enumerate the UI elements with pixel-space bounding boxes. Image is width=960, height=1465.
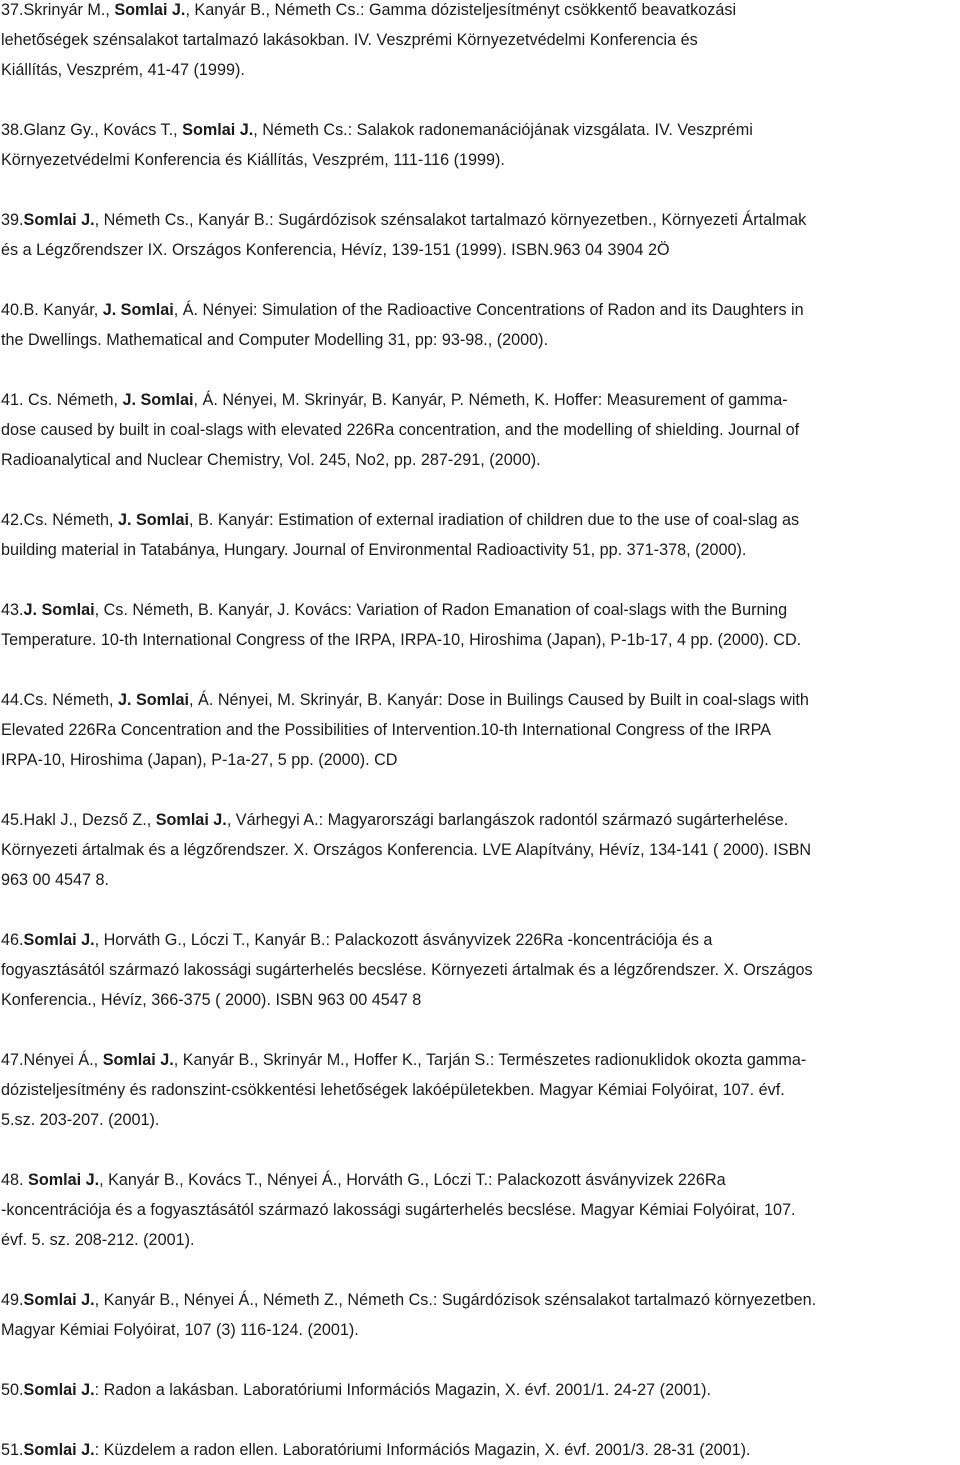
reference-line [1,865,959,895]
reference-text: , Á. Nényei: Simulation of the Radioactive Concentrations of Radon and its Daughters in [173,301,804,319]
author-highlight: J. Somlai [122,391,194,409]
reference-text: 41. Cs. Németh, [1,391,123,409]
reference-entry [1,595,959,655]
reference-entry [1,295,959,355]
reference-text: Környezeti ártalmak és a légzőrendszer. X. Országos Konferencia. LVE Alapítvány, Hévíz, 134-141 ( 2000). ISBN [1,841,812,859]
reference-line [1,1375,959,1405]
reference-text: , Németh Cs., Kanyár B.: Sugárdózisok szénsalakot tartalmazó környezetben., Környezeti Ártalmak [94,211,807,229]
reference-line [1,745,959,775]
author-highlight: Somlai J. [23,1441,95,1459]
reference-text: 48. [1,1171,29,1189]
reference-line [1,955,959,985]
reference-text: 49. [1,1291,24,1309]
reference-line [1,925,959,955]
reference-text: 40.B. Kanyár, [1,301,103,319]
reference-line [1,1075,959,1105]
reference-line [1,985,959,1015]
reference-text: Elevated 226Ra Concentration and the Possibilities of Intervention.10-th International Congress of the IRPA [1,721,771,739]
reference-text: évf. 5. sz. 208-212. (2001). [1,1231,195,1249]
reference-text: 51. [1,1441,24,1459]
reference-line [1,505,959,535]
reference-line [1,205,959,235]
reference-line [1,415,959,445]
reference-line [1,145,959,175]
reference-line [1,625,959,655]
author-highlight: Somlai J. [155,811,227,829]
reference-text: Konferencia., Hévíz, 366-375 ( 2000). ISBN 963 00 4547 8 [1,991,422,1009]
reference-text: , Horváth G., Lóczi T., Kanyár B.: Palackozott ásványvizek 226Ra -koncentrációja és a [94,931,713,949]
reference-line [1,685,959,715]
reference-line [1,385,959,415]
author-highlight: J. Somlai [102,301,174,319]
reference-line [1,1195,959,1225]
reference-line [1,325,959,355]
author-highlight: Somlai J. [23,931,95,949]
author-highlight: Somlai J. [182,121,254,139]
reference-text: Magyar Kémiai Folyóirat, 107 (3) 116-124. (2001). [1,1321,359,1339]
reference-text: 38.Glanz Gy., Kovács T., [1,121,183,139]
reference-line [1,1045,959,1075]
reference-entry [1,1045,959,1135]
reference-text: lehetőségek szénsalakot tartalmazó lakásokban. IV. Veszprémi Környezetvédelmi Konferencia és [1,31,698,49]
reference-line [1,535,959,565]
reference-entry [1,1435,959,1465]
reference-entry [1,1375,959,1405]
author-highlight: Somlai J. [23,1381,95,1399]
reference-line [1,25,959,55]
reference-text: : Radon a lakásban. Laboratóriumi Információs Magazin, X. évf. 2001/1. 24-27 (2001). [94,1381,711,1399]
author-highlight: Somlai J. [23,211,95,229]
reference-line [1,1225,959,1255]
reference-line [1,1435,959,1465]
reference-entry [1,1165,959,1255]
reference-line [1,0,959,25]
author-highlight: Somlai J. [23,1291,95,1309]
reference-line [1,235,959,265]
reference-text: 43. [1,601,24,619]
reference-text: 45.Hakl J., Dezső Z., [1,811,156,829]
reference-entry [1,1285,959,1345]
reference-line [1,445,959,475]
reference-text: 39. [1,211,24,229]
reference-text: Temperature. 10-th International Congress of the IRPA, IRPA-10, Hiroshima (Japan), P-1b-17, 4 pp. (2000). CD. [1,631,802,649]
reference-line [1,595,959,625]
author-highlight: Somlai J. [102,1051,174,1069]
reference-text: dózisteljesítmény és radonszint-csökkentési lehetőségek lakóépületekben. Magyar Kémiai Folyóirat, 107. évf. [1,1081,785,1099]
reference-text: , B. Kanyár: Estimation of external iradiation of children due to the use of coal-slag as [189,511,800,529]
reference-entry [1,505,959,565]
reference-entry [1,925,959,1015]
author-highlight: J. Somlai [23,601,95,619]
reference-text: , Kanyár B., Nényei Á., Németh Z., Németh Cs.: Sugárdózisok szénsalakot tartalmazó környezetben. [94,1291,817,1309]
reference-text: IRPA-10, Hiroshima (Japan), P-1a-27, 5 pp. (2000). CD [1,751,398,769]
reference-text: , Kanyár B., Németh Cs.: Gamma dózisteljesítményt csökkentő beavatkozási [185,1,737,19]
reference-text: fogyasztásától származó lakossági sugárterhelés becslése. Környezeti ártalmak és a légzőrendszer. X. Országos [1,961,813,979]
reference-text: 963 00 4547 8. [1,871,110,889]
reference-text: , Kanyár B., Kovács T., Nényei Á., Horváth G., Lóczi T.: Palackozott ásványvizek 226Ra [99,1171,726,1189]
reference-text: the Dwellings. Mathematical and Computer Modelling 31, pp: 93-98., (2000). [1,331,549,349]
author-highlight: J. Somlai [117,691,190,709]
reference-text: 47.Nényei Á., [1,1051,103,1069]
reference-text: , Á. Nényei, M. Skrinyár, B. Kanyár: Dose in Builings Caused by Built in coal-slags with [189,691,809,709]
reference-text: dose caused by built in coal-slags with elevated 226Ra concentration, and the modelling of shielding. Journal of [1,421,800,439]
reference-text: 5.sz. 203-207. (2001). [1,1111,160,1129]
author-highlight: J. Somlai [117,511,190,529]
reference-text: , Cs. Németh, B. Kanyár, J. Kovács: Variation of Radon Emanation of coal-slags with the Burning [94,601,788,619]
reference-line [1,805,959,835]
reference-text: 46. [1,931,24,949]
reference-text: building material in Tatabánya, Hungary. Journal of Environmental Radioactivity 51, pp. 371-378, (2000). [1,541,747,559]
author-highlight: Somlai J. [28,1171,100,1189]
reference-line [1,715,959,745]
reference-line [1,115,959,145]
reference-text: Környezetvédelmi Konferencia és Kiállítás, Veszprém, 111-116 (1999). [1,151,505,169]
reference-line [1,1315,959,1345]
reference-line [1,295,959,325]
reference-text: , Á. Nényei, M. Skrinyár, B. Kanyár, P. Németh, K. Hoffer: Measurement of gamma- [193,391,788,409]
reference-line [1,1105,959,1135]
reference-text: , Várhegyi A.: Magyarországi barlangászok radontól származó sugárterhelése. [226,811,789,829]
reference-text: Radioanalytical and Nuclear Chemistry, Vol. 245, No2, pp. 287-291, (2000). [1,451,541,469]
reference-line [1,835,959,865]
reference-text: -koncentrációja és a fogyasztásától származó lakossági sugárterhelés becslése. Magyar Kémiai Folyóirat, 107. [1,1201,796,1219]
reference-entry [1,115,959,175]
reference-entry [1,685,959,775]
reference-line [1,1165,959,1195]
reference-line [1,1285,959,1315]
reference-entry [1,0,959,85]
author-highlight: Somlai J. [114,1,186,19]
reference-text: 42.Cs. Németh, [1,511,118,529]
reference-entry [1,385,959,475]
reference-text: és a Légzőrendszer IX. Országos Konferencia, Hévíz, 139-151 (1999). ISBN.963 04 3904 2Ö [1,241,670,259]
reference-text: , Kanyár B., Skrinyár M., Hoffer K., Tarján S.: Természetes radionuklidok okozta gamma- [173,1051,807,1069]
reference-text: : Küzdelem a radon ellen. Laboratóriumi Információs Magazin, X. évf. 2001/3. 28-31 (2001). [94,1441,751,1459]
reference-text: 50. [1,1381,24,1399]
reference-text: , Németh Cs.: Salakok radonemanációjának vizsgálata. IV. Veszprémi [253,121,753,139]
reference-entry [1,805,959,895]
reference-text: Kiállítás, Veszprém, 41-47 (1999). [1,61,245,79]
reference-text: 44.Cs. Németh, [1,691,118,709]
reference-text: 37.Skrinyár M., [1,1,115,19]
reference-entry [1,205,959,265]
reference-line [1,55,959,85]
